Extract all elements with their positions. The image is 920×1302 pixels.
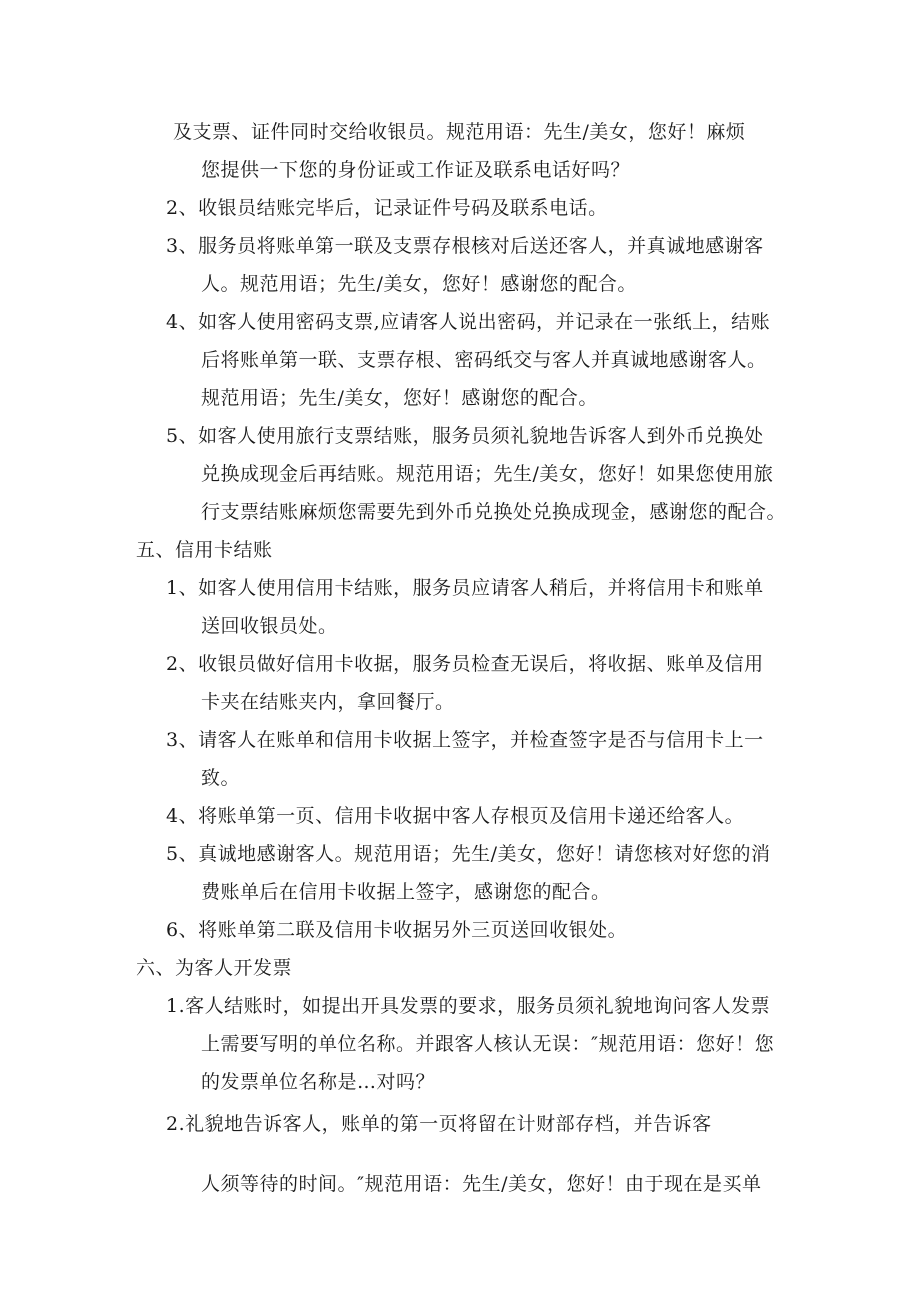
text-line: 行支票结账麻烦您需要先到外币兑换处兑换成现金，感谢您的配合。 [201,501,787,523]
text-line: 人须等待的时间。″规范用语：先生/美女，您好！由于现在是买单 [201,1173,762,1195]
text-line: 后将账单第一联、支票存根、密码纸交与客人并真诚地感谢客人。 [201,349,767,371]
text-line: 上需要写明的单位名称。并跟客人核认无误：″规范用语：您好！您 [201,1033,775,1055]
text-line: 兑换成现金后再结账。规范用语；先生/美女，您好！如果您使用旅 [201,463,774,485]
section-heading: 五、信用卡结账 [136,539,273,561]
text-line: 1.客人结账时，如提出开具发票的要求，服务员须礼貌地询问客人发票 [166,995,771,1017]
text-line: 6、将账单第二联及信用卡收据另外三页送回收银处。 [166,919,628,941]
section-heading: 六、为客人开发票 [136,957,293,979]
text-line: 的发票单位名称是…对吗？ [201,1071,436,1093]
text-line: 3、请客人在账单和信用卡收据上签字，并检查签字是否与信用卡上一 [166,729,764,751]
text-line: 3、服务员将账单第一联及支票存根核对后送还客人，并真诚地感谢客 [166,235,764,257]
text-line: 及支票、证件同时交给收银员。规范用语：先生/美女，您好！麻烦 [173,121,746,143]
text-line: 1、如客人使用信用卡结账，服务员应请客人稍后，并将信用卡和账单 [166,577,764,599]
text-line: 5、真诚地感谢客人。规范用语；先生/美女，您好！请您核对好您的消 [166,843,771,865]
text-line: 2.礼貌地告诉客人，账单的第一页将留在计财部存档，并告诉客 [166,1113,712,1135]
text-line: 4、如客人使用密码支票,应请客人说出密码，并记录在一张纸上，结账 [166,311,771,333]
text-line: 2、收银员结账完毕后，记录证件号码及联系电话。 [166,197,608,219]
text-line: 5、如客人使用旅行支票结账，服务员须礼貌地告诉客人到外币兑换处 [166,425,764,447]
text-line: 人。规范用语；先生/美女，您好！感谢您的配合。 [201,273,637,295]
text-line: 4、将账单第一页、信用卡收据中客人存根页及信用卡递还给客人。 [166,805,745,827]
text-line: 2、收银员做好信用卡收据，服务员检查无误后，将收据、账单及信用 [166,653,764,675]
text-line: 致。 [201,767,241,789]
text-line: 您提供一下您的身份证或工作证及联系电话好吗？ [201,159,631,181]
text-line: 卡夹在结账夹内，拿回餐厅。 [201,691,455,713]
text-line: 费账单后在信用卡收据上签字，感谢您的配合。 [201,881,611,903]
text-line: 送回收银员处。 [201,615,338,637]
text-line: 规范用语；先生/美女，您好！感谢您的配合。 [201,387,598,409]
